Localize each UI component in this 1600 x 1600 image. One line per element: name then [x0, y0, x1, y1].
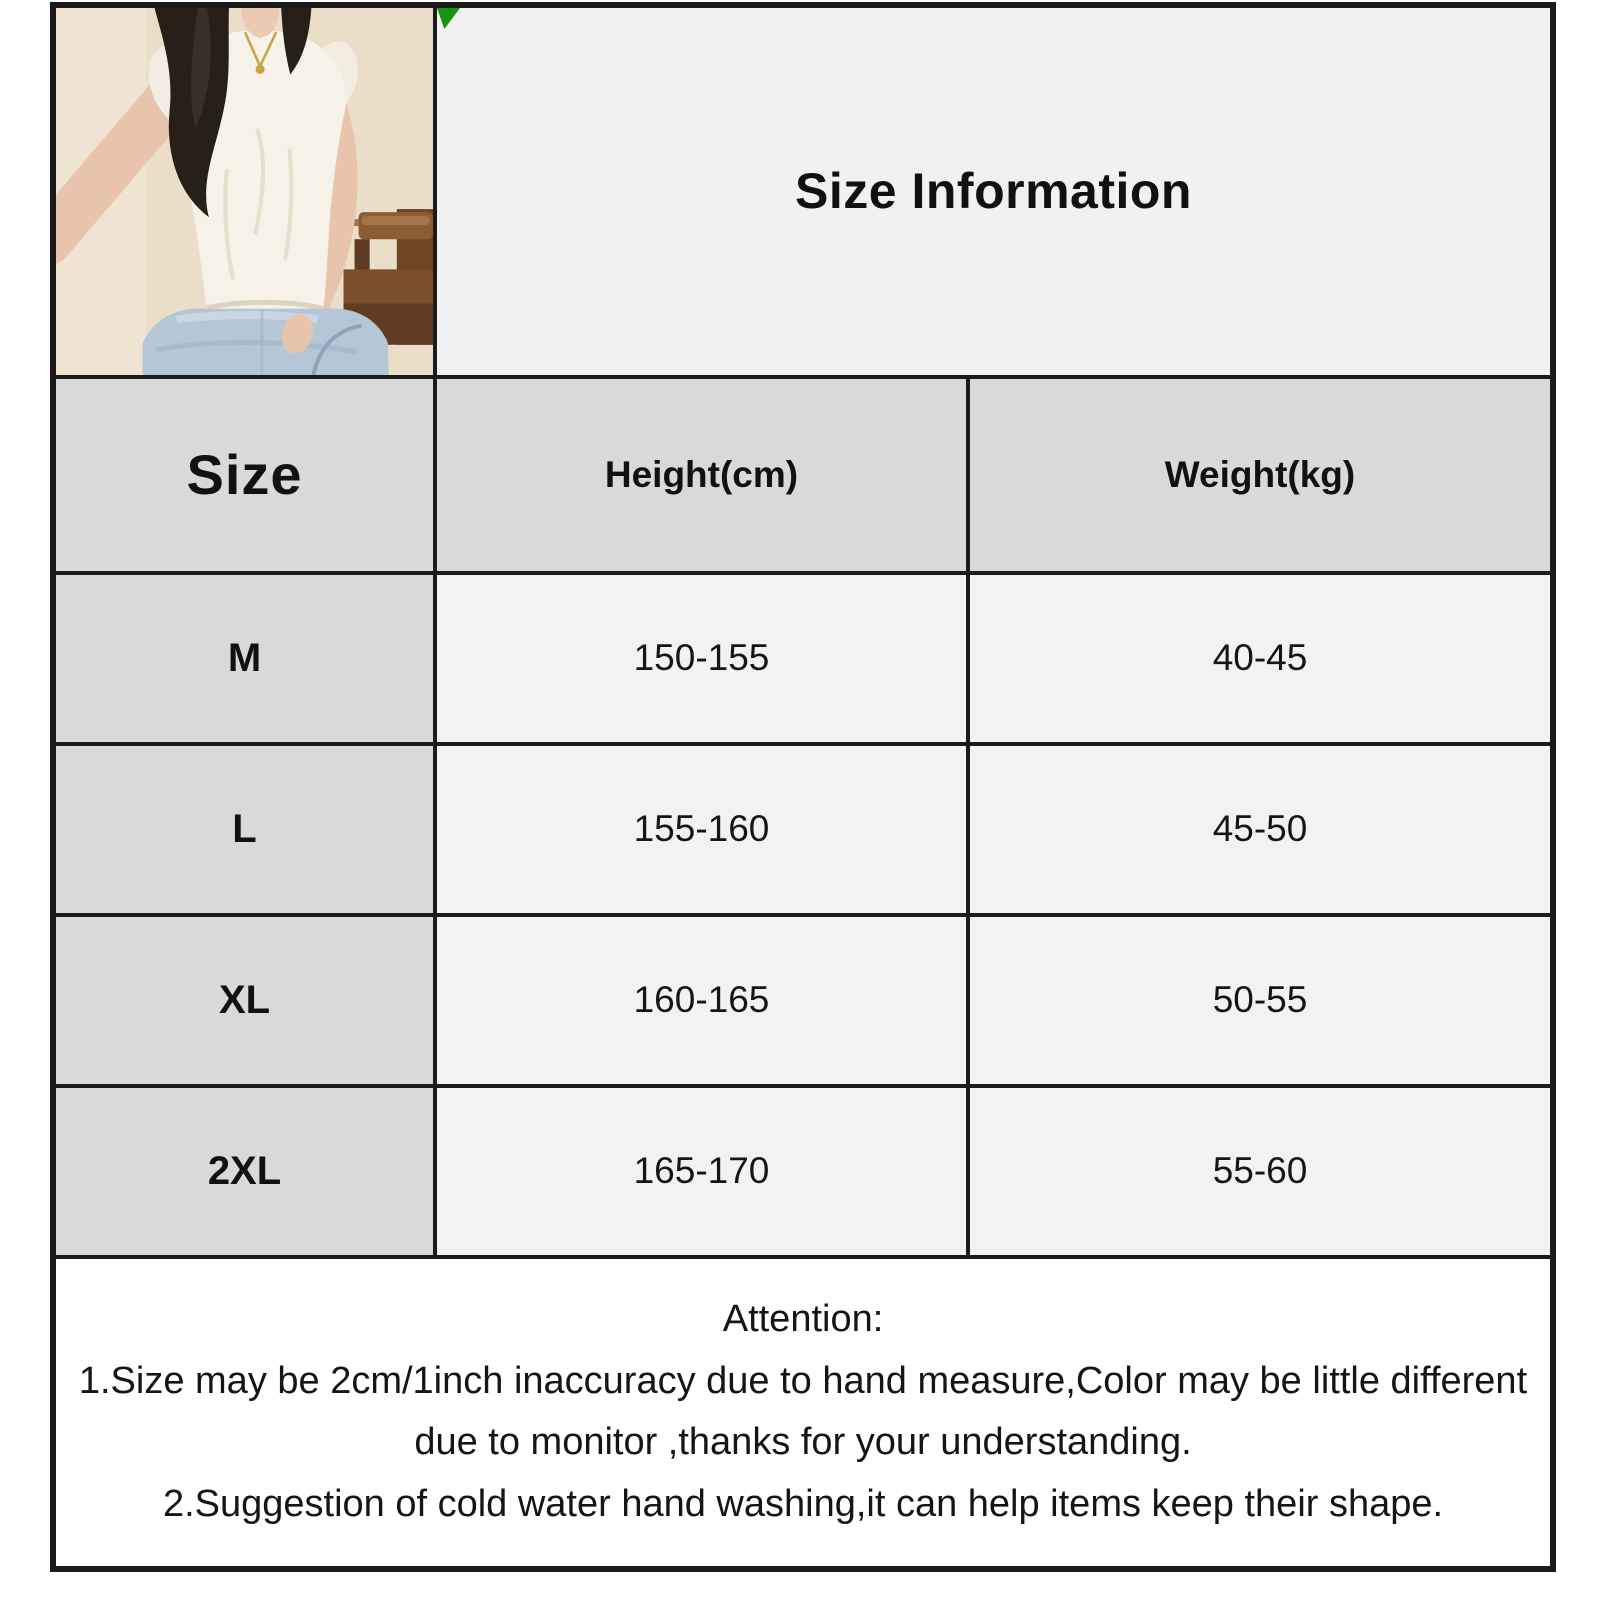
- attention-row: [53, 1257, 1553, 1569]
- weight-value: 50-55: [968, 915, 1553, 1086]
- attention-cell: [53, 1257, 1553, 1569]
- attention-item: 2.Suggestion of cold water hand washing,it can help items keep their shape.: [162, 1482, 1444, 1525]
- page-title: Size Information: [795, 163, 1192, 220]
- table-row: [53, 744, 1553, 915]
- weight-value: 40-45: [968, 573, 1553, 744]
- product-photo: [56, 8, 433, 375]
- green-corner-marker-icon: [437, 8, 460, 29]
- size-label-m: M: [53, 573, 435, 744]
- attention-heading: Attention:: [722, 1298, 884, 1341]
- column-header-height: Height(cm): [435, 377, 968, 573]
- weight-value: 55-60: [968, 1086, 1553, 1257]
- title-cell: [435, 5, 1553, 377]
- height-value: 155-160: [435, 744, 968, 915]
- size-label-l: L: [53, 744, 435, 915]
- table-row: [53, 573, 1553, 744]
- photo-jeans: [142, 308, 388, 375]
- top-row: [53, 5, 1553, 377]
- size-label-xl: XL: [53, 915, 435, 1086]
- attention-item: 1.Size may be 2cm/1inch inaccuracy due to hand measure,Color may be little different due to monitor ,thanks for your understanding.: [78, 1359, 1528, 1464]
- table-header-row: [53, 377, 1553, 573]
- size-label-2xl: 2XL: [53, 1086, 435, 1257]
- height-value: 165-170: [435, 1086, 968, 1257]
- table-row: [53, 1086, 1553, 1257]
- table-row: [53, 915, 1553, 1086]
- column-header-weight: Weight(kg): [968, 377, 1553, 573]
- size-chart-sheet: [50, 2, 1556, 1572]
- weight-value: 45-50: [968, 744, 1553, 915]
- height-value: 150-155: [435, 573, 968, 744]
- column-header-size: Size: [53, 377, 435, 573]
- height-value: 160-165: [435, 915, 968, 1086]
- product-photo-cell: [53, 5, 435, 377]
